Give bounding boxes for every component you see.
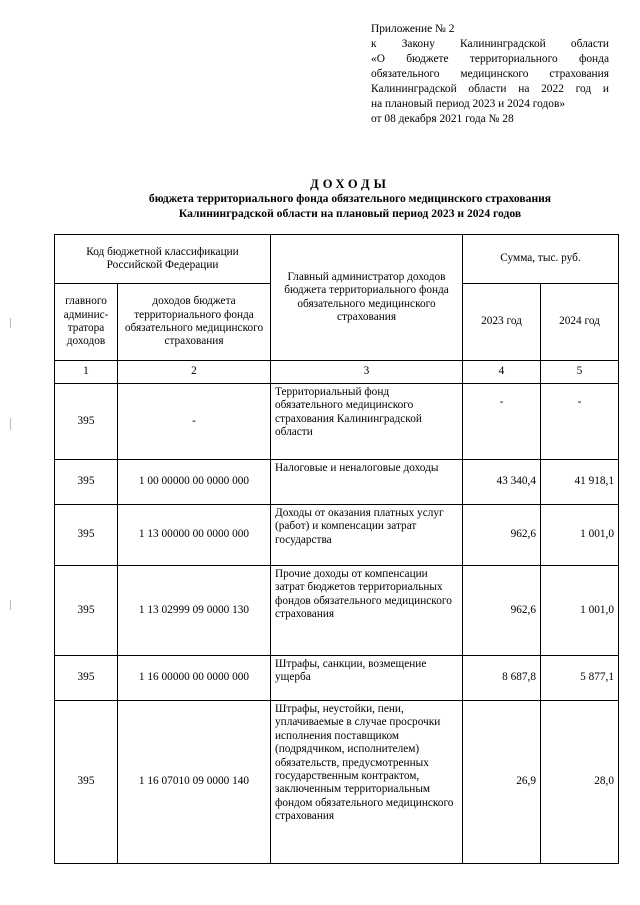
scan-mark [10,418,11,430]
cell-2023: - [463,384,541,460]
title-subtitle: бюджета территориального фонда обязательного медицинского страхования [148,192,552,205]
appendix-block [371,22,609,127]
cell-2024: 28,0 [541,701,619,864]
cell-admin-code: 395 [55,460,118,505]
cell-name: Штрафы, санкции, возмещение ущерба [271,656,463,701]
column-number: 2 [118,361,271,384]
column-number: 5 [541,361,619,384]
table-row [55,505,619,566]
header-year-2023: 2023 год [463,284,541,361]
appendix-line: к Закону Калининградской области [371,38,609,50]
column-number: 4 [463,361,541,384]
revenue-table [54,234,619,864]
cell-2024: 5 877,1 [541,656,619,701]
table-row [55,656,619,701]
cell-2024: 1 001,0 [541,566,619,656]
header-sum: Сумма, тыс. руб. [463,235,619,284]
cell-code: 1 16 07010 09 0000 140 [118,701,271,864]
cell-admin-code: 395 [55,656,118,701]
cell-name: Прочие доходы от компенсации затрат бюджетов территориальных фондов обязательного медицинского страхования [271,566,463,656]
cell-2023: 43 340,4 [463,460,541,505]
cell-2024: - [541,384,619,460]
table-header-row [55,235,619,284]
cell-admin-code: 395 [55,566,118,656]
cell-2023: 962,6 [463,505,541,566]
scan-mark [10,600,11,610]
column-number-row [55,361,619,384]
appendix-line: «О бюджете территориального фонда [371,53,609,65]
table-row [55,384,619,460]
cell-name: Налоговые и неналоговые доходы [271,460,463,505]
document-title [0,176,640,221]
header-budget-revenue: доходов бюджета территориального фонда обязательного медицинского страхования [118,284,271,361]
column-number: 3 [271,361,463,384]
cell-name: Территориальный фонд обязательного медицинского страхования Калининградской области [271,384,463,460]
scan-mark [10,318,11,328]
cell-admin-code: 395 [55,701,118,864]
appendix-line: обязательного медицинского страхования [371,68,609,80]
appendix-line: Калининградской области на 2022 год и [371,83,609,95]
cell-name: Доходы от оказания платных услуг (работ) и компенсации затрат государства [271,505,463,566]
header-main-admin: главного админис-тратора доходов [55,284,118,361]
table-row [55,566,619,656]
cell-name: Штрафы, неустойки, пени, уплачиваемые в случае просрочки исполнения поставщиком (подрядчиком, исполнителем) обязательств, предусмотренных государственным контрактом, заключенным территориальным фондом обязательного медицинского страхования [271,701,463,864]
cell-code: 1 13 02999 09 0000 130 [118,566,271,656]
header-year-2024: 2024 год [541,284,619,361]
cell-code: - [118,384,271,460]
cell-admin-code: 395 [55,505,118,566]
cell-2023: 26,9 [463,701,541,864]
table-row [55,701,619,864]
table-row [55,460,619,505]
appendix-line: на плановый период 2023 и 2024 годов» [371,98,566,110]
cell-2024: 1 001,0 [541,505,619,566]
appendix-number: Приложение № 2 [371,23,455,35]
appendix-date: от 08 декабря 2021 года № 28 [371,113,514,125]
cell-code: 1 16 00000 00 0000 000 [118,656,271,701]
header-kbk: Код бюджетной классификации Российской Федерации [55,235,271,284]
cell-2023: 962,6 [463,566,541,656]
cell-admin-code: 395 [55,384,118,460]
cell-2024: 41 918,1 [541,460,619,505]
header-admin: Главный администратор доходов бюджета территориального фонда обязательного медицинского страхования [271,235,463,361]
title-subtitle: Калининградской области на плановый период 2023 и 2024 годов [178,206,522,220]
cell-code: 1 00 00000 00 0000 000 [118,460,271,505]
column-number: 1 [55,361,118,384]
title-main: ДОХОДЫ [310,177,390,191]
cell-2023: 8 687,8 [463,656,541,701]
cell-code: 1 13 00000 00 0000 000 [118,505,271,566]
